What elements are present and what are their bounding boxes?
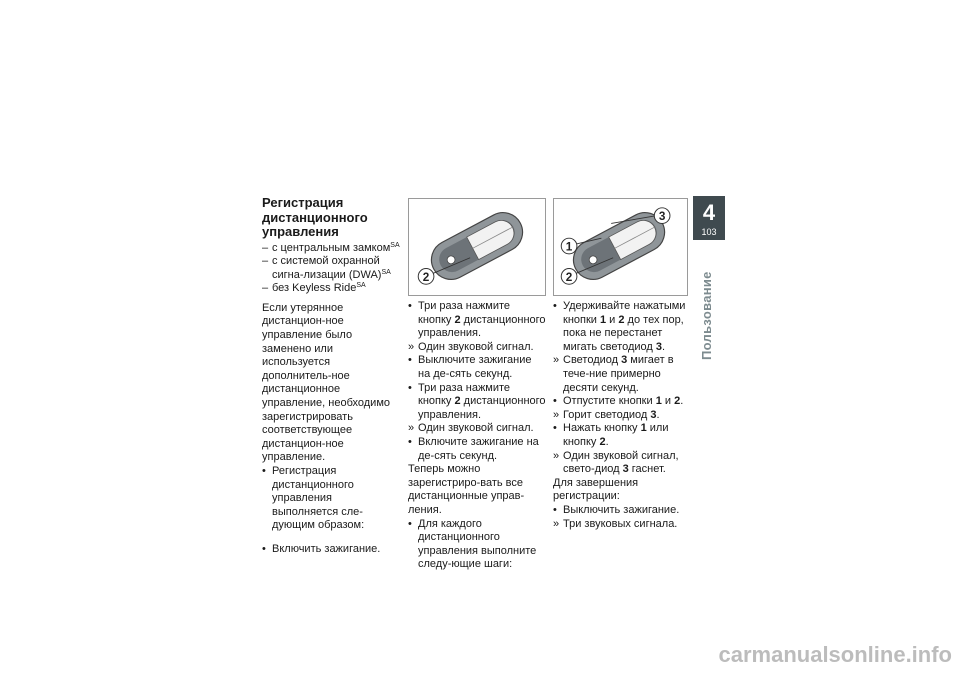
watermark: carmanualsonline.info (718, 642, 952, 667)
column-2 (408, 198, 546, 572)
info-paragraph: Для завершения регистрации: (553, 476, 639, 503)
chapter-tab (693, 196, 725, 240)
condition-alarm-system: – с системой охранной сигна-лизации (DWA)$^{SA}$ (262, 255, 400, 282)
instruction-step: • Нажать кнопку 1 или кнопку 2. (553, 422, 688, 449)
instruction-step: • Включить зажигание. (262, 543, 400, 557)
condition-central-lock: – с центральным замком$^{SA}$ (262, 242, 400, 256)
chapter-side-title: Пользование (699, 271, 714, 360)
instruction-step: • Выключить зажигание. (553, 504, 688, 518)
remote-key-figure-2 (553, 198, 688, 296)
figure-label: 2 (422, 270, 430, 284)
instruction-step: • Включите зажигание на де-сять секунд. (408, 436, 546, 463)
instruction-result: » Горит светодиод 3. (553, 409, 688, 423)
figure-label: 2 (565, 270, 573, 284)
instruction-step: • Отпустите кнопки 1 и 2. (553, 395, 688, 409)
instruction-step: • Три раза нажмите кнопку 2 дистанционного управления. (408, 382, 546, 423)
instruction-step: • Выключите зажигание на де-сять секунд. (408, 354, 546, 381)
column-3 (553, 198, 688, 531)
figure-label: 1 (565, 240, 573, 254)
section-heading: Регистрация дистанционного управления (262, 195, 368, 239)
instruction-result: » Три звуковых сигнала. (553, 518, 688, 532)
instruction-result: » Светодиод 3 мигает в тече-ние примерно десяти секунд. (553, 354, 688, 395)
instruction-step: • Три раза нажмите кнопку 2 дистанционного управления. (408, 300, 546, 341)
figure-label: 3 (658, 210, 666, 224)
instruction-result: » Один звуковой сигнал. (408, 422, 546, 436)
remote-key-illustration (554, 199, 687, 295)
remote-key-illustration (409, 199, 545, 295)
instruction-step: • Удерживайте нажатыми кнопки 1 и 2 до тех пор, пока не перестанет мигать светодиод 3. (553, 300, 688, 354)
intro-paragraph: Если утерянное дистанцион-ное управление было заменено или используется дополнитель-ное дистанционное управление, необходимо зарегистрировать соответствующее дистанцион-ное управление. (262, 301, 391, 464)
instruction-result: » Один звуковой сигнал, свето-диод 3 гаснет. (553, 450, 688, 477)
chapter-number: 4 (702, 200, 716, 225)
instruction-result: » Один звуковой сигнал. (408, 341, 546, 355)
instruction-step: • Для каждого дистанционного управления выполните следу-ющие шаги: (408, 518, 546, 572)
instruction-step: • Регистрация дистанционного управления выполняется сле-дующим образом: (262, 465, 400, 533)
page-number: 103 (701, 227, 717, 237)
remote-key-figure-1 (408, 198, 546, 296)
column-1 (262, 196, 400, 557)
info-paragraph: Теперь можно зарегистриро-вать все дистанционные управ-ления. (408, 463, 525, 516)
condition-keyless-ride: – без Keyless Ride$^{SA}$ (262, 282, 400, 296)
